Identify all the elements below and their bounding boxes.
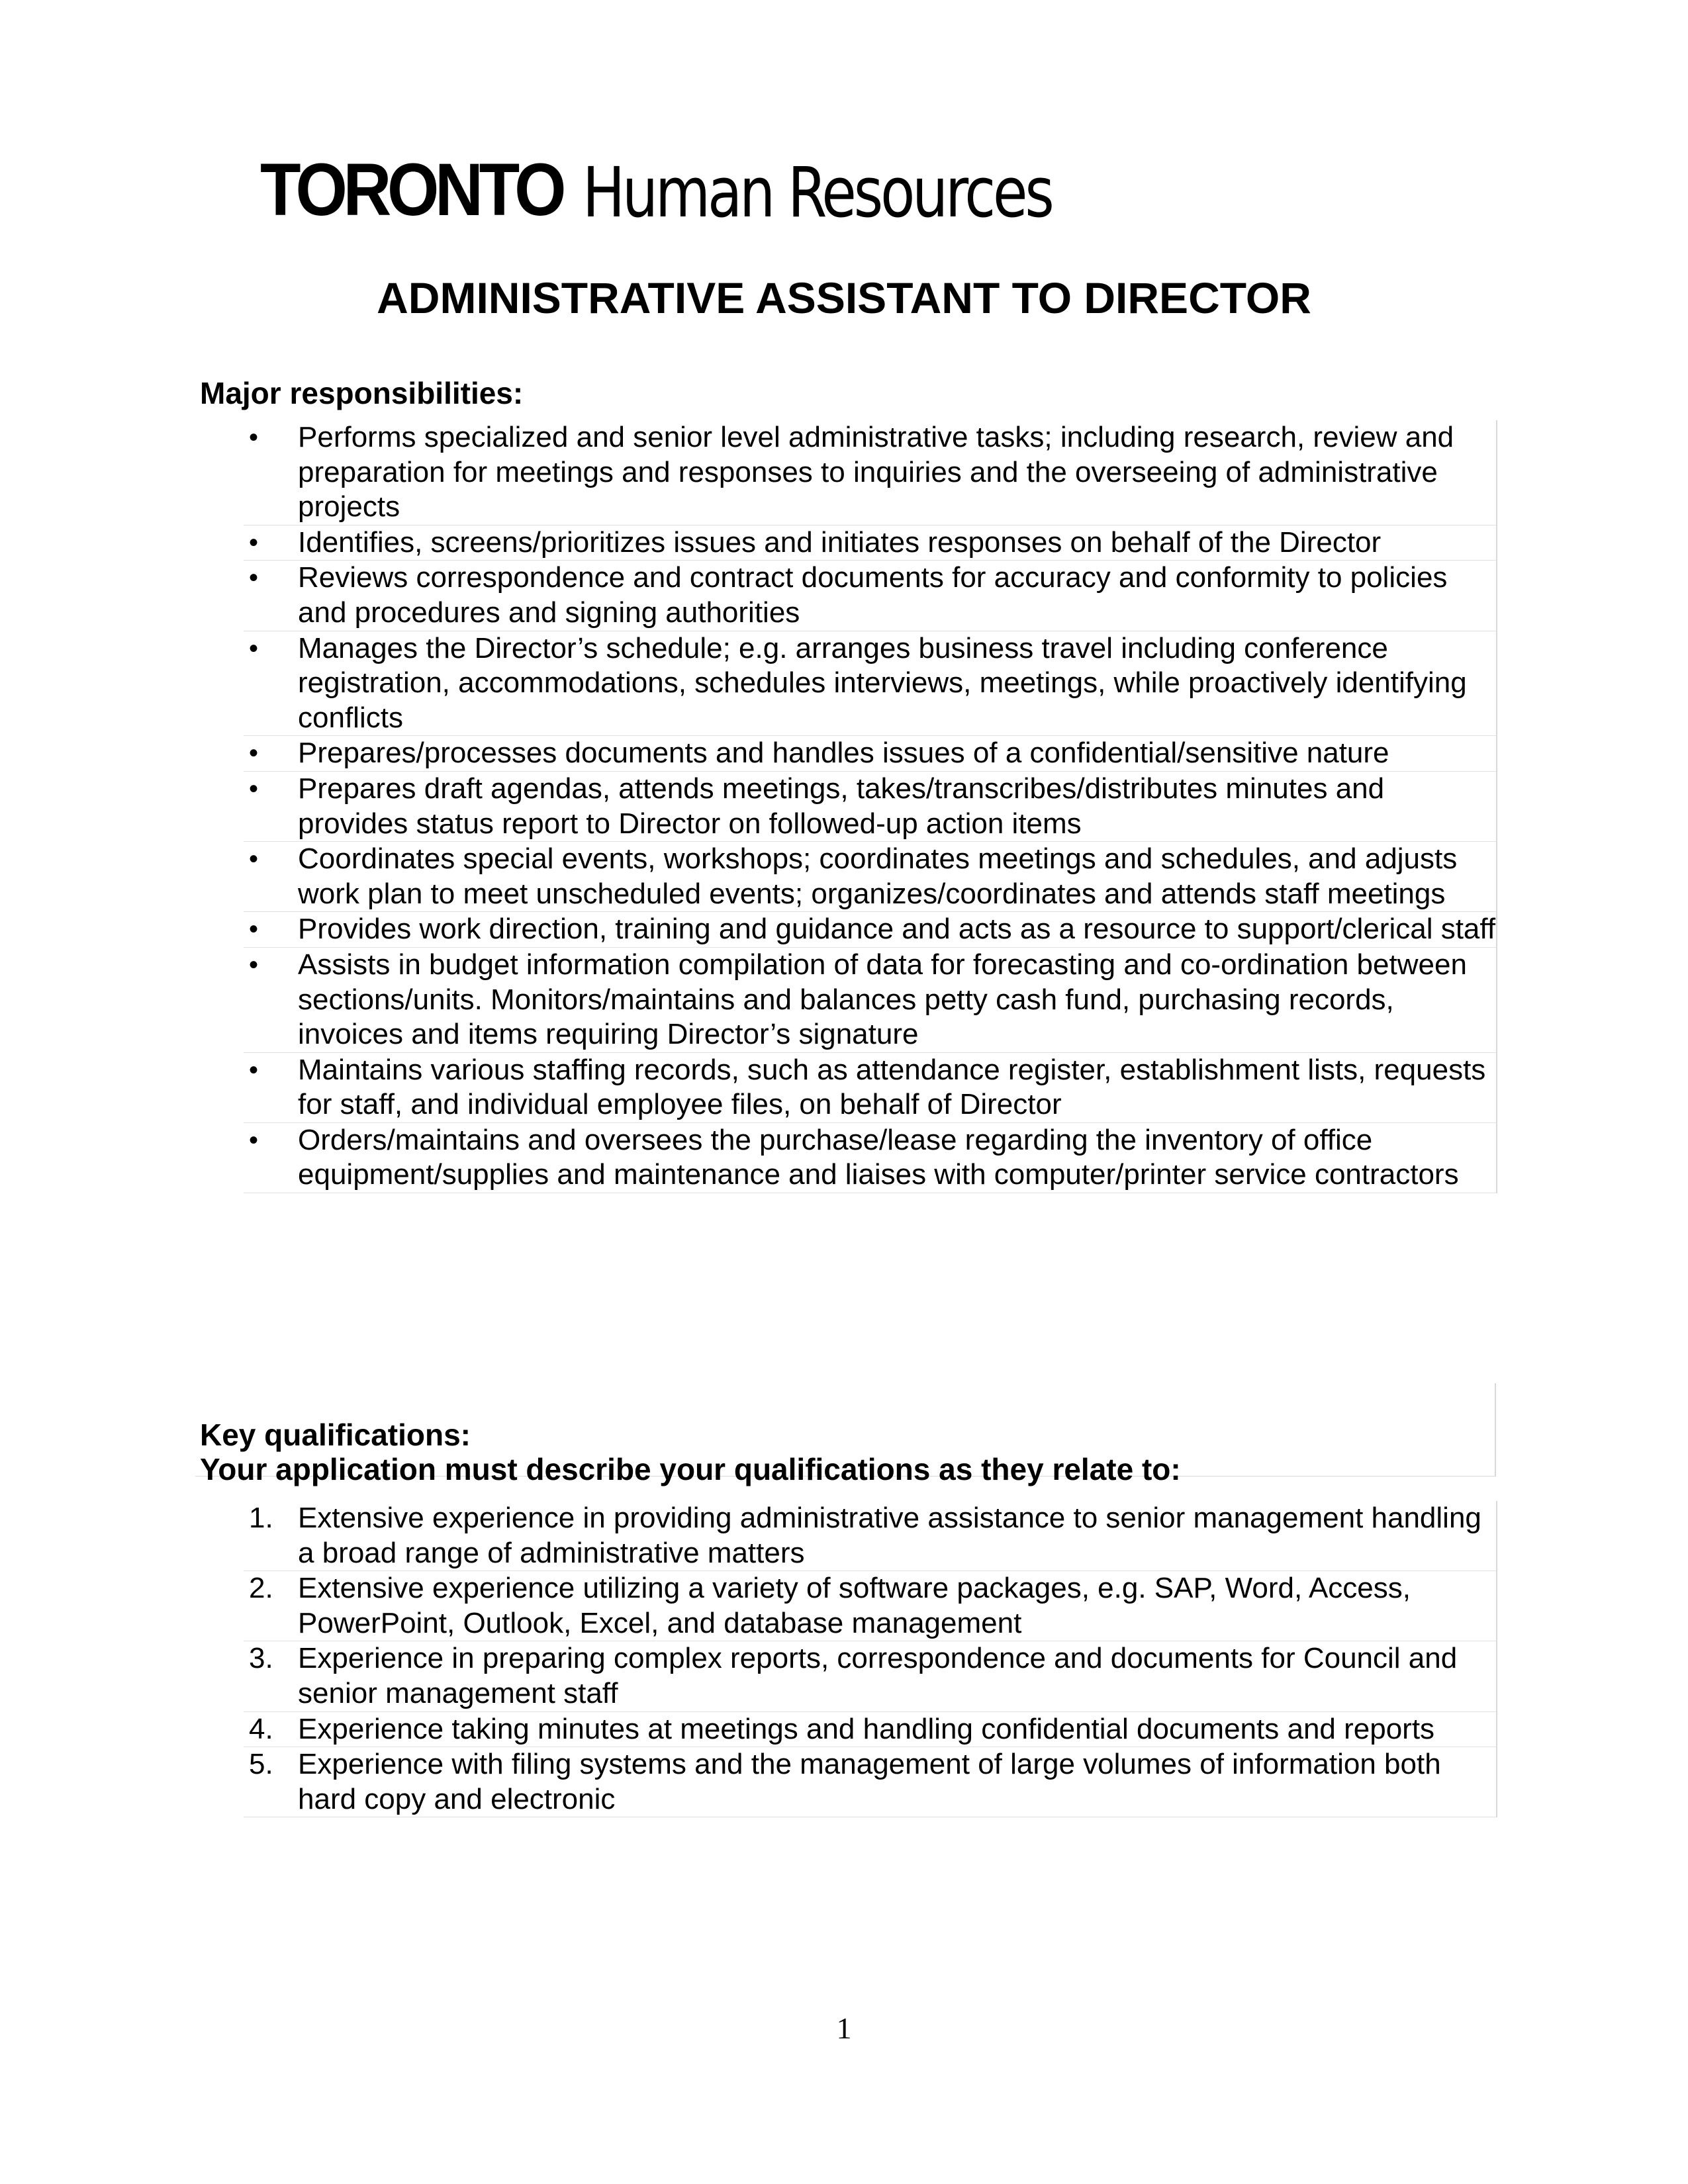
qualification-text: Experience with filing systems and the management of large volumes of information both hard copy and electronic: [298, 1748, 1441, 1815]
list-item: [244, 561, 1496, 631]
qualifications-subheading: Your application must describe your qualifications as they relate to:: [200, 1452, 1181, 1486]
bullet-icon: •: [249, 1125, 259, 1155]
item-number: 4.: [249, 1712, 273, 1745]
logo-brand: TORONTO: [260, 148, 563, 231]
list-item: [244, 525, 1496, 561]
list-item: [244, 1501, 1496, 1571]
qualification-text: Extensive experience utilizing a variety of software packages, e.g. SAP, Word, Access, PowerPoint, Outlook, Excel, and database management: [298, 1572, 1411, 1639]
responsibility-text: Assists in budget information compilation of data for forecasting and co-ordination between sections/units. Monitors/maintains and balances petty cash fund, purchasing records, invoices and items requiring Director’s signature: [298, 948, 1467, 1051]
list-item: [244, 1712, 1496, 1748]
list-item: [244, 842, 1496, 912]
responsibility-text: Maintains various staffing records, such as attendance register, establishment lists, requests for staff, and individual employee files, on behalf of Director: [298, 1053, 1486, 1121]
responsibility-text: Performs specialized and senior level administrative tasks; including research, review and preparation for meetings and responses to inquiries and the overseeing of administrative projects: [298, 421, 1454, 523]
item-number: 2.: [249, 1572, 273, 1605]
list-item: [244, 1747, 1496, 1817]
responsibilities-list: [244, 420, 1497, 1193]
qualification-text: Extensive experience in providing administrative assistance to senior management handling a broad range of administrative matters: [298, 1502, 1481, 1569]
bullet-icon: •: [249, 563, 259, 593]
document-title: ADMINISTRATIVE ASSISTANT TO DIRECTOR: [377, 273, 1311, 322]
list-item: [244, 1641, 1496, 1711]
bullet-icon: •: [249, 774, 259, 803]
responsibility-text: Prepares draft agendas, attends meetings, takes/transcribes/distributes minutes and provides status report to Director on followed-up action items: [298, 772, 1385, 840]
qualifications-list: [244, 1501, 1497, 1817]
responsibility-text: Reviews correspondence and contract documents for accuracy and conformity to policies and procedures and signing authorities: [298, 561, 1448, 629]
bullet-icon: •: [249, 423, 259, 452]
logo-department: Human Resources: [582, 152, 1052, 233]
responsibility-text: Coordinates special events, workshops; coordinates meetings and schedules, and adjusts work plan to meet unscheduled events; organizes/coordinates and attends staff meetings: [298, 842, 1458, 910]
bullet-icon: •: [249, 739, 259, 768]
responsibility-text: Prepares/processes documents and handles issues of a confidential/sensitive nature: [298, 737, 1389, 770]
responsibility-text: Provides work direction, training and guidance and acts as a resource to support/clerical staff: [298, 913, 1496, 946]
bullet-icon: •: [249, 950, 259, 979]
bullet-icon: •: [249, 915, 259, 944]
item-number: 3.: [249, 1642, 273, 1675]
bullet-icon: •: [249, 527, 259, 557]
list-item: [244, 736, 1496, 772]
list-item: [244, 912, 1496, 948]
list-item: [244, 1123, 1496, 1193]
list-item: [244, 772, 1496, 842]
qualification-text: Experience in preparing complex reports, correspondence and documents for Council and senior management staff: [298, 1642, 1458, 1709]
list-item: [244, 631, 1496, 737]
responsibilities-heading: Major responsibilities:: [200, 376, 524, 410]
responsibility-text: Identifies, screens/prioritizes issues and initiates responses on behalf of the Director: [298, 525, 1382, 559]
qualification-text: Experience taking minutes at meetings and handling confidential documents and reports: [298, 1712, 1435, 1745]
bullet-icon: •: [249, 1055, 259, 1085]
toronto-hr-logo: [254, 121, 1052, 233]
qualifications-heading: Key qualifications:: [200, 1418, 471, 1452]
bullet-icon: •: [249, 633, 259, 663]
list-item: [244, 948, 1496, 1053]
list-item: [244, 420, 1496, 525]
responsibility-text: Manages the Director’s schedule; e.g. arranges business travel including conference registration, accommodations, schedules interviews, meetings, while proactively identifying conflicts: [298, 631, 1467, 734]
bullet-icon: •: [249, 844, 259, 874]
list-item: [244, 1053, 1496, 1123]
item-number: 5.: [249, 1748, 273, 1781]
page-number: 1: [836, 2011, 852, 2045]
item-number: 1.: [249, 1502, 273, 1534]
list-item: [244, 1571, 1496, 1641]
responsibility-text: Orders/maintains and oversees the purchase/lease regarding the inventory of office equipment/supplies and maintenance and liaises with computer/printer service contractors: [298, 1123, 1459, 1191]
